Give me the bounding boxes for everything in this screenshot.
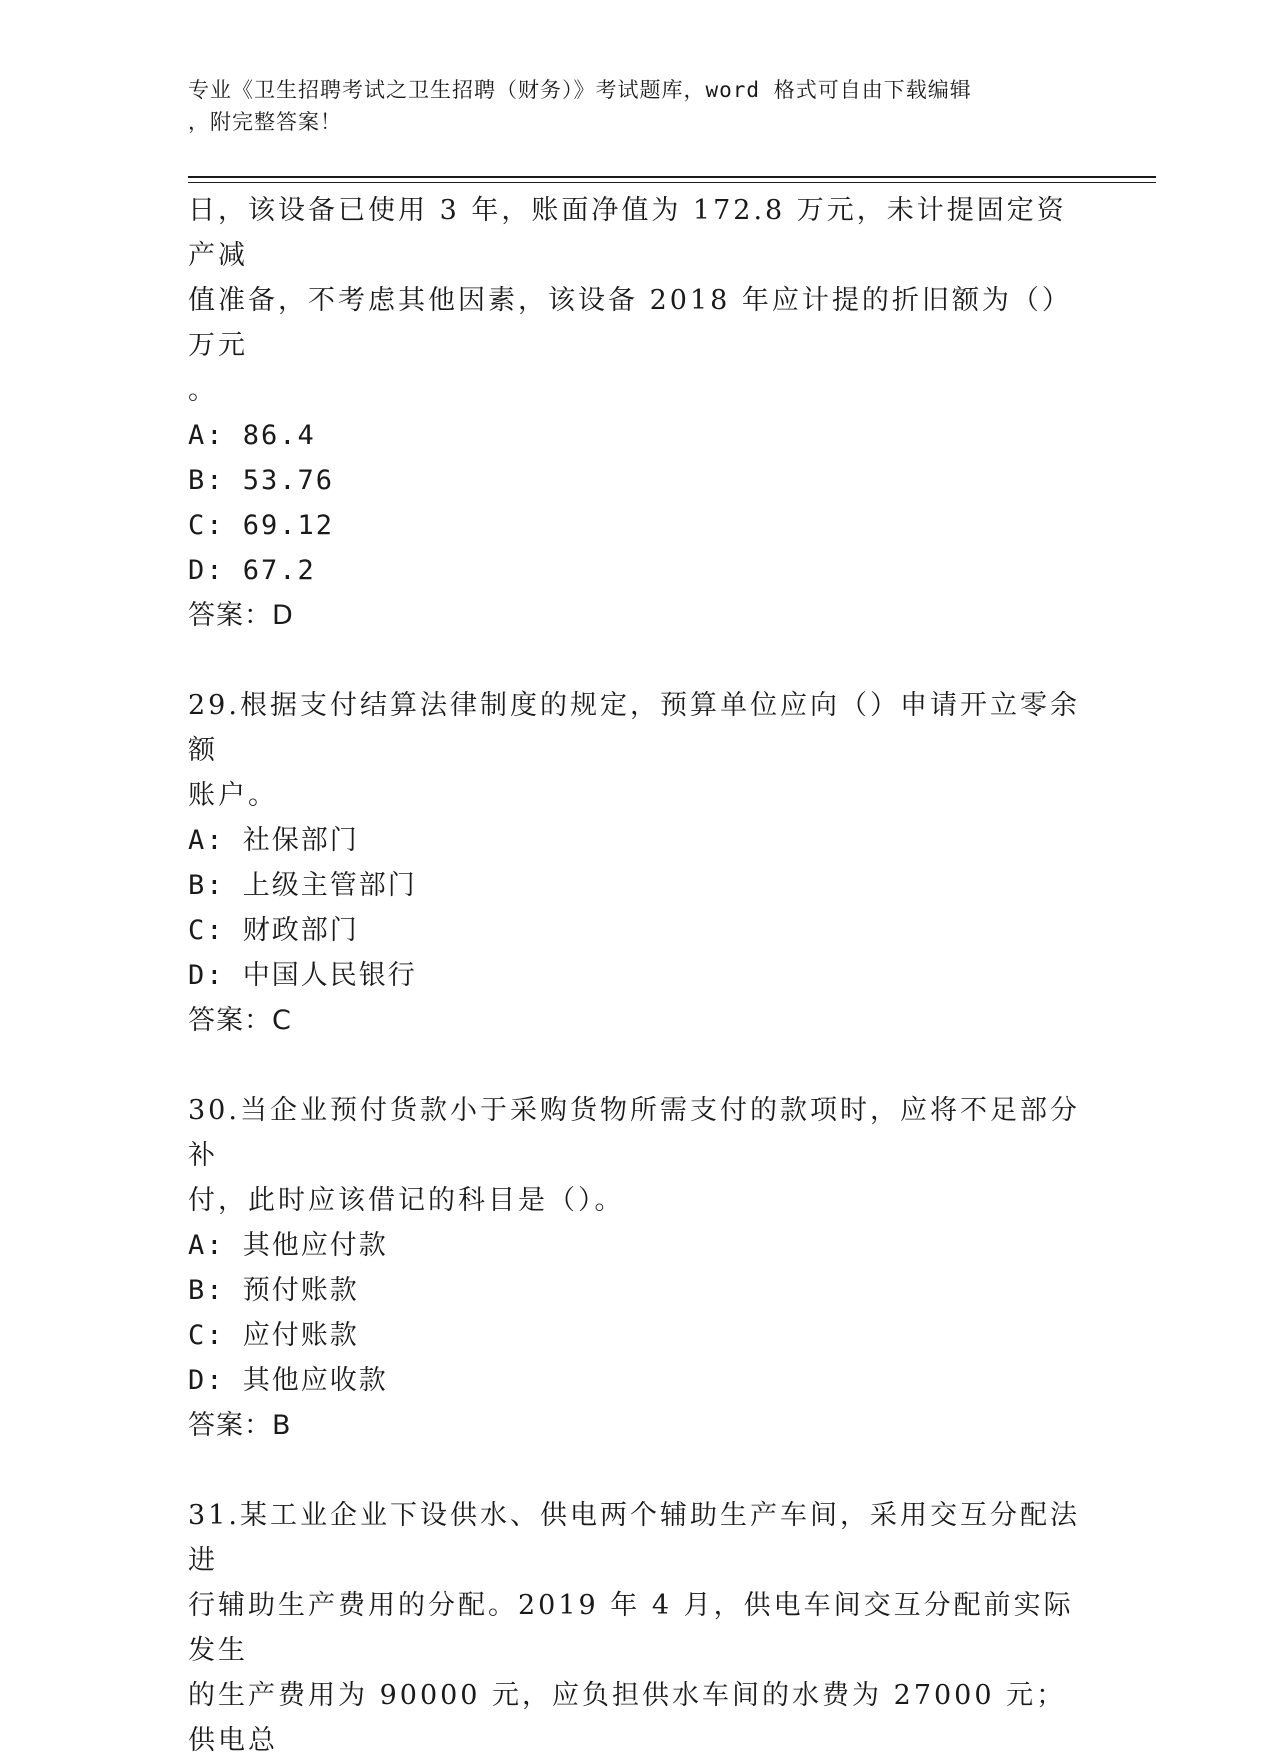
question-list bbox=[188, 188, 1088, 1763]
header-line-2: ，附完整答案！ bbox=[188, 110, 342, 134]
header-divider-thick bbox=[188, 176, 1156, 178]
option-b: B: 53.76 bbox=[188, 465, 335, 496]
header-line-1: 专业《卫生招聘考试之卫生招聘（财务）》考试题库，word 格式可自由下载编辑 bbox=[188, 78, 972, 102]
option-d: D: 67.2 bbox=[188, 555, 316, 586]
option-a: A: 其他应付款 bbox=[188, 1230, 388, 1261]
option-c: C: 69.12 bbox=[188, 510, 335, 541]
option-a: A: 86.4 bbox=[188, 420, 316, 451]
question-text-line: 的生产费用为 90000 元，应负担供水车间的水费为 27000 元；供电总 bbox=[188, 1680, 1067, 1756]
spacer bbox=[188, 638, 1088, 683]
option-c: C: 财政部门 bbox=[188, 915, 359, 946]
question-text-line: 29.根据支付结算法律制度的规定，预算单位应向（）申请开立零余额 bbox=[188, 690, 1080, 766]
answer: 答案：C bbox=[188, 1005, 292, 1036]
question-text-line: 付，此时应该借记的科目是（）。 bbox=[188, 1185, 625, 1216]
question-28 bbox=[188, 188, 1088, 638]
option-a: A: 社保部门 bbox=[188, 825, 359, 856]
option-c: C: 应付账款 bbox=[188, 1320, 359, 1351]
option-d: D: 其他应收款 bbox=[188, 1365, 388, 1396]
question-text-line: 日，该设备已使用 3 年，账面净值为 172.8 万元，未计提固定资产减 bbox=[188, 195, 1067, 271]
question-text-line: 31.某工业企业下设供水、供电两个辅助生产车间，采用交互分配法进 bbox=[188, 1500, 1080, 1576]
option-b: B: 上级主管部门 bbox=[188, 870, 417, 901]
spacer bbox=[188, 1043, 1088, 1088]
question-text-line: 30.当企业预付货款小于采购货物所需支付的款项时，应将不足部分补 bbox=[188, 1095, 1080, 1171]
answer: 答案：B bbox=[188, 1410, 292, 1441]
header-divider-thin bbox=[188, 182, 1156, 183]
question-30 bbox=[188, 1088, 1088, 1448]
question-31 bbox=[188, 1493, 1088, 1763]
document-header bbox=[188, 74, 1068, 138]
spacer bbox=[188, 1448, 1088, 1493]
question-text-line: 值准备，不考虑其他因素，该设备 2018 年应计提的折旧额为（）万元 bbox=[188, 285, 1072, 361]
answer: 答案：D bbox=[188, 600, 294, 631]
question-text-line: 账户。 bbox=[188, 780, 278, 811]
question-text-line: 。 bbox=[188, 375, 218, 406]
question-text-line: 行辅助生产费用的分配。2019 年 4 月，供电车间交互分配前实际发生 bbox=[188, 1590, 1074, 1666]
question-29 bbox=[188, 683, 1088, 1043]
option-d: D: 中国人民银行 bbox=[188, 960, 417, 991]
option-b: B: 预付账款 bbox=[188, 1275, 359, 1306]
